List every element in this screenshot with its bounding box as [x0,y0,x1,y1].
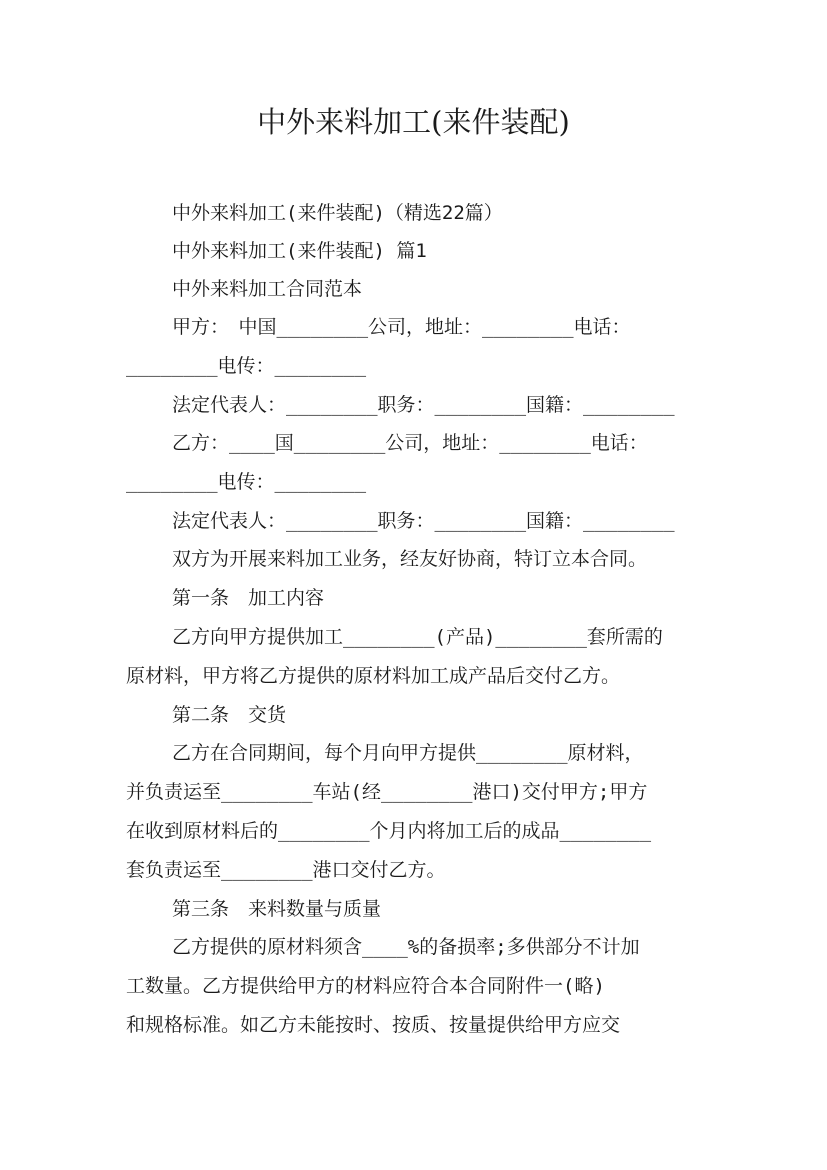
text-line-10: 双方为开展来料加工业务，经友好协商，特订立本合同。 [172,548,648,570]
text-line-2: 中外来料加工(来件装配) 篇1 [172,240,427,262]
text-line-15: 乙方在合同期间，每个月向甲方提供________原材料， [172,742,644,764]
text-line-13: 原材料，甲方将乙方提供的原材料加工成产品后交付乙方。 [126,665,621,687]
text-line-3: 中外来料加工合同范本 [172,278,363,300]
text-line-20: 乙方提供的原材料须含____%的备损率;多供部分不计加 [172,936,640,958]
text-line-18: 套负责运至________港口交付乙方。 [126,859,446,881]
text-line-19: 第三条 来料数量与质量 [172,898,382,920]
text-line-22: 和规格标准。如乙方未能按时、按质、按量提供给甲方应交 [126,1014,621,1036]
text-line-9: 法定代表人：________职务：________国籍：________ [172,510,675,532]
text-line-1: 中外来料加工(来件装配)（精选22篇） [172,202,503,224]
text-line-14: 第二条 交货 [172,704,287,726]
text-line-4: 甲方： 中国________公司，地址：________电话： [172,316,631,338]
text-line-21: 工数量。乙方提供给甲方的材料应符合本合同附件一(略) [126,975,605,997]
text-line-17: 在收到原材料后的________个月内将加工后的成品________ [126,820,652,842]
document-title: 中外来料加工(来件装配) [257,105,570,139]
text-line-11: 第一条 加工内容 [172,587,325,609]
text-line-5: ________电传：________ [126,355,367,377]
text-line-7: 乙方：____国________公司，地址：________电话： [172,432,648,454]
text-line-6: 法定代表人：________职务：________国籍：________ [172,394,675,416]
text-line-16: 并负责运至________车站(经________港口)交付甲方;甲方 [126,781,648,803]
text-line-8: ________电传：________ [126,471,367,493]
text-line-12: 乙方向甲方提供加工________(产品)________套所需的 [172,626,663,648]
